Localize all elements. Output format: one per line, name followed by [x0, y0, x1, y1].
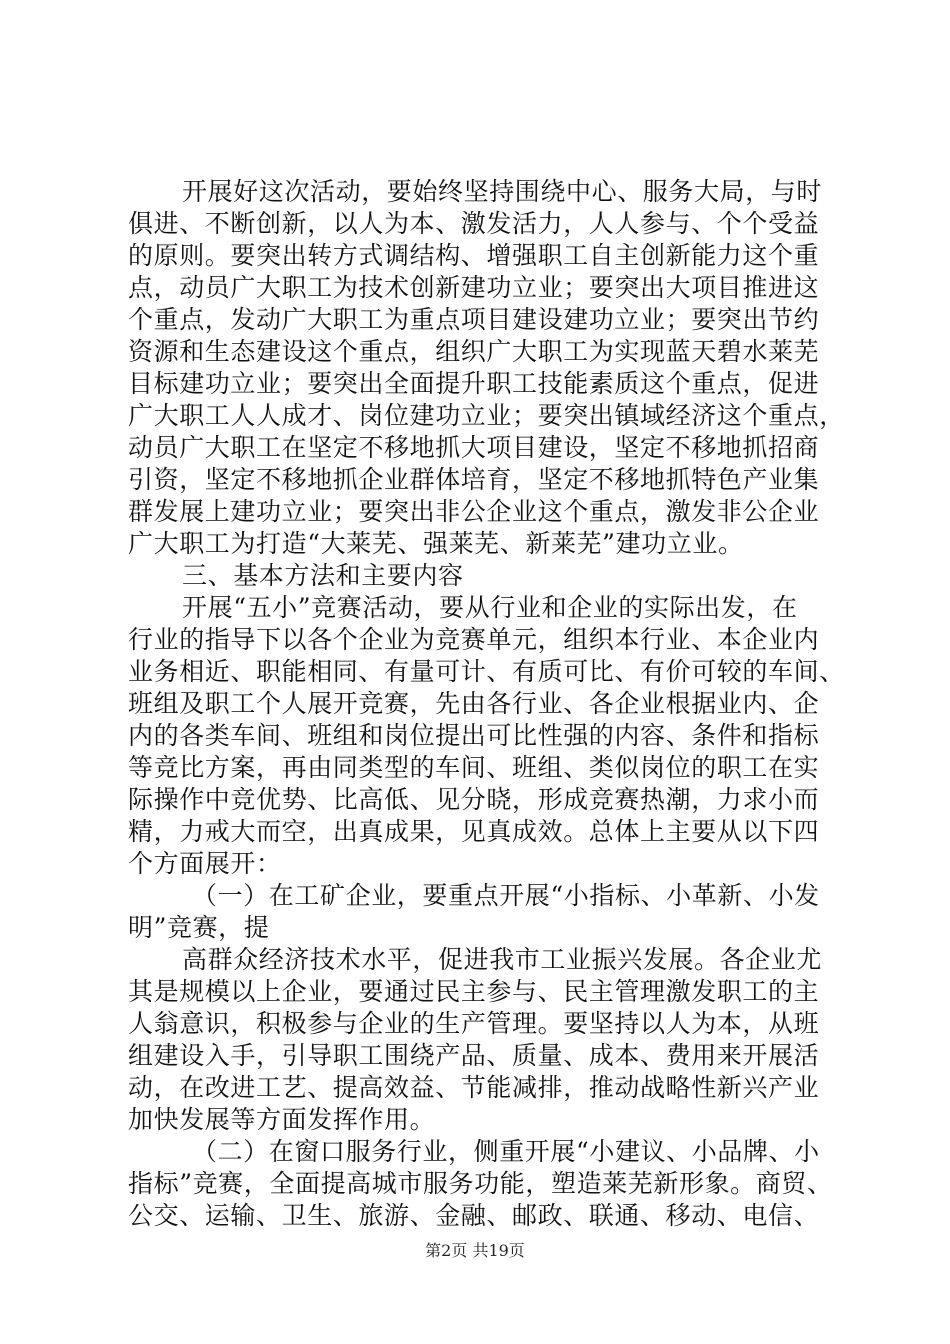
- paragraph-line: 点，动员广大职工为技术创新建功立业；要突出大项目推进这: [128, 273, 820, 302]
- section-heading: 三、基本方法和主要内容: [182, 561, 464, 590]
- paragraph-line: 其是规模以上企业，要通过民主参与、民主管理激发职工的主: [128, 977, 820, 1006]
- paragraph-line: 动员广大职工在坚定不移地抓大项目建设，坚定不移地抓招商: [128, 433, 820, 462]
- paragraph-line: 的原则。要突出转方式调结构、增强职工自主创新能力这个重: [128, 241, 820, 270]
- paragraph-line: 目标建功立业；要突出全面提升职工技能素质这个重点，促进: [128, 369, 820, 398]
- paragraph-line: 个方面展开：: [128, 849, 282, 878]
- paragraph-line: 加快发展等方面发挥作用。: [128, 1105, 436, 1134]
- paragraph-line: 高群众经济技术水平，促进我市工业振兴发展。各企业尤: [182, 945, 823, 974]
- paragraph-line: 等竞比方案，再由同类型的车间、班组、类似岗位的职工在实: [128, 753, 820, 782]
- paragraph-line: 俱进、不断创新，以人为本、激发活力，人人参与、个个受益: [128, 209, 820, 238]
- paragraph-line: 业务相近、职能相同、有量可计、有质可比、有价可较的车间、: [128, 657, 845, 686]
- paragraph-line: 个重点，发动广大职工为重点项目建设建功立业；要突出节约: [128, 305, 820, 334]
- paragraph-line: 群发展上建功立业；要突出非公企业这个重点，激发非公企业: [128, 497, 820, 526]
- paragraph-line: 广大职工为打造“大莱芜、强莱芜、新莱芜”建功立业。: [128, 529, 744, 558]
- paragraph-line: 行业的指导下以各个企业为竞赛单元，组织本行业、本企业内: [128, 625, 820, 654]
- paragraph-line: 开展好这次活动，要始终坚持围绕中心、服务大局，与时: [182, 177, 823, 206]
- paragraph-line: 班组及职工个人展开竞赛，先由各行业、各企业根据业内、企: [128, 689, 820, 718]
- paragraph-line: 人翁意识，积极参与企业的生产管理。要坚持以人为本，从班: [128, 1009, 820, 1038]
- paragraph-line: 组建设入手，引导职工围绕产品、质量、成本、费用来开展活: [128, 1041, 820, 1070]
- paragraph-line: 际操作中竞优势、比高低、见分晓，形成竞赛热潮，力求小而: [128, 785, 820, 814]
- subsection-heading: （二）在窗口服务行业，侧重开展“小建议、小品牌、小: [192, 1137, 820, 1166]
- paragraph-line: 公交、运输、卫生、旅游、金融、邮政、联通、移动、电信、: [128, 1201, 820, 1230]
- paragraph-line: 资源和生态建设这个重点，组织广大职工为实现蓝天碧水莱芜: [128, 337, 820, 366]
- paragraph-line: 引资，坚定不移地抓企业群体培育，坚定不移地抓特色产业集: [128, 465, 820, 494]
- paragraph-line: 内的各类车间、班组和岗位提出可比性强的内容、条件和指标: [128, 721, 820, 750]
- paragraph-line: 明”竞赛，提: [128, 913, 270, 942]
- page-number-footer: 第2页 共19页: [425, 1241, 525, 1260]
- paragraph-line: 精，力戒大而空，出真成果，见真成效。总体上主要从以下四: [128, 817, 820, 846]
- paragraph-line: 指标”竞赛，全面提高城市服务功能，塑造莱芜新形象。商贸、: [128, 1169, 833, 1198]
- paragraph-line: 广大职工人人成才、岗位建功立业；要突出镇域经济这个重点，: [128, 401, 845, 430]
- paragraph-line: 开展“五小”竞赛活动，要从行业和企业的实际出发，在: [182, 593, 798, 622]
- subsection-heading: （一）在工矿企业，要重点开展“小指标、小革新、小发: [192, 881, 820, 910]
- paragraph-line: 动，在改进工艺、提高效益、节能减排，推动战略性新兴产业: [128, 1073, 820, 1102]
